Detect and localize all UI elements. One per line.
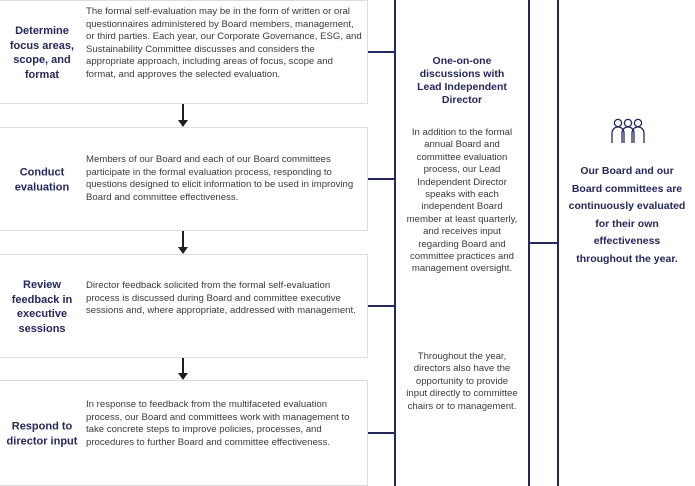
lead-director-paragraph-2: Throughout the year, directors also have the opportunity to provide input directly to committee chairs or to management. (406, 351, 518, 412)
summary-panel (557, 0, 695, 486)
flow-arrow-line (182, 358, 184, 373)
step-text: The formal self-evaluation may be in the form of written or oral questionnaires administered by Board members, management, or third parties. Each year, our Corporate Governance, ESG, and Sustainability Committee discusses and considers the appropriate approach, including areas of focus, scope and format, and approves the selected evaluation. (86, 6, 362, 80)
step-box-review-feedback (0, 254, 368, 358)
flow-arrow-head (178, 373, 188, 380)
connector-line (368, 305, 395, 307)
step-text: Director feedback solicited from the formal self-evaluation process is discussed during Board and committee executive sessions and, where appropriate, addressed with management. (86, 280, 356, 317)
flow-arrow-line (182, 231, 184, 247)
flow-arrow-head (178, 247, 188, 254)
flow-arrow-head (178, 120, 188, 127)
connector-line (368, 432, 395, 434)
lead-director-panel (394, 0, 530, 486)
step-title: Determine focus areas, scope, and format (9, 25, 75, 81)
step-box-determine-focus (0, 0, 368, 104)
step-box-conduct-evaluation (0, 127, 368, 231)
lead-director-paragraph-1: In addition to the formal annual Board and committee evaluation process, our Lead Independent Director speaks with each independent Board member at least quarterly, and receives input regarding Board and committee practices and management oversight. (406, 127, 518, 275)
step-title: Conduct evaluation (14, 166, 70, 193)
people-group-icon (610, 117, 646, 145)
summary-text: Our Board and our Board committees are continuously evaluated for their own effectiveness throughout the year. (568, 165, 686, 265)
step-title: Respond to director input (6, 420, 78, 447)
connector-line (368, 51, 395, 53)
lead-director-title: One-on-one discussions with Lead Independent Director (417, 55, 507, 106)
step-box-respond-input (0, 380, 368, 486)
connector-line (368, 178, 395, 180)
connector-line (530, 242, 558, 244)
step-title: Review feedback in executive sessions (11, 279, 73, 335)
step-text: Members of our Board and each of our Board committees participate in the formal evaluation process, responding to questions designed to elicit information to be used in improving Board and committee effectiveness. (86, 154, 354, 203)
step-text: In response to feedback from the multifaceted evaluation process, our Board and committees work with management to take concrete steps to improve policies, processes, and procedures to further Board and committee effectiveness. (86, 399, 350, 448)
flow-arrow-line (182, 104, 184, 120)
